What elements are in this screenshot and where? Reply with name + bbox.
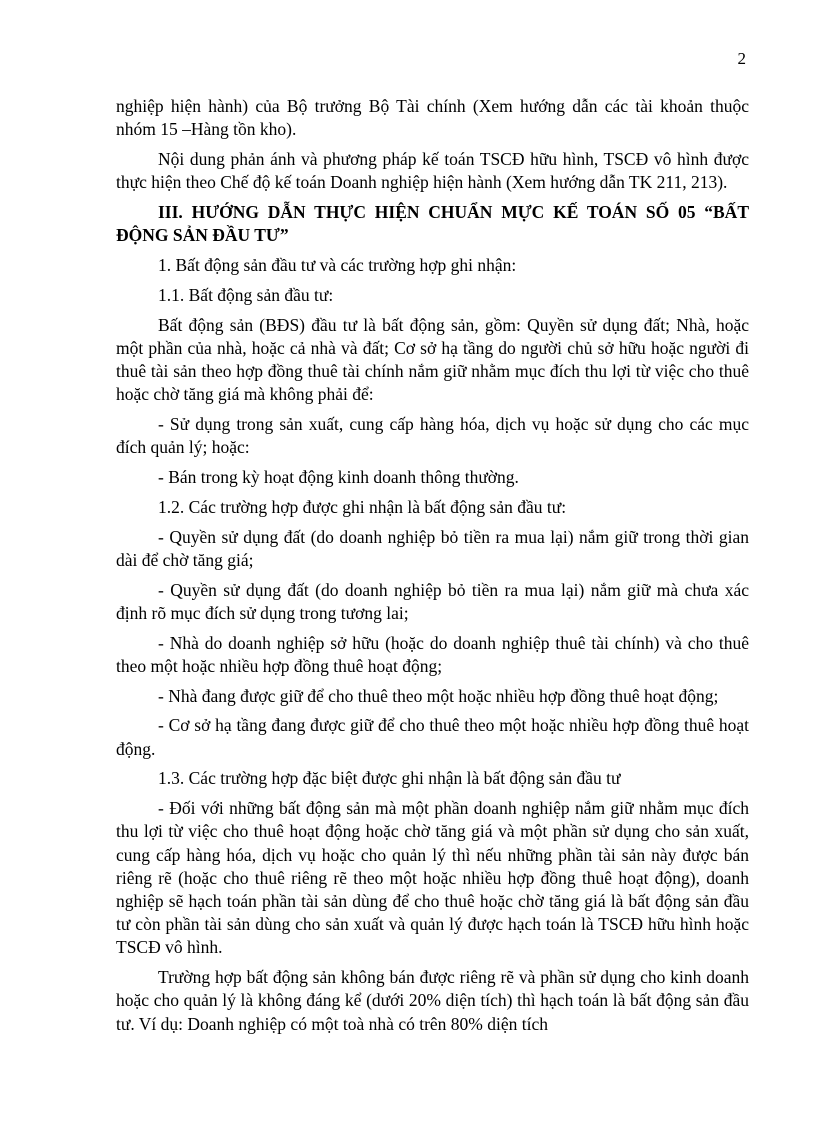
paragraph: - Quyền sử dụng đất (do doanh nghiệp bỏ tiền ra mua lại) nắm giữ mà chưa xác định rõ mục đích sử dụng trong tương lai; [116, 579, 749, 623]
paragraph: 1.1. Bất động sản đầu tư: [158, 284, 334, 305]
paragraph: - Sử dụng trong sản xuất, cung cấp hàng hóa, dịch vụ hoặc sử dụng cho các mục đích quản lý; hoặc: [116, 414, 749, 458]
paragraph: Nội dung phản ánh và phương pháp kế toán TSCĐ hữu hình, TSCĐ vô hình được thực hiện theo Chế độ kế toán Doanh nghiệp hiện hành (Xem hướng dẫn TK 211, 213). [116, 149, 749, 193]
paragraph: - Đối với những bất động sản mà một phần doanh nghiệp nắm giữ nhằm mục đích thu lợi từ việc cho thuê hoạt động hoặc chờ tăng giá và một phần sử dụng cho sản xuất, cung cấp hàng hóa, dịch vụ hoặc cho quản lý thì nếu những phần tài sản này được bán riêng rẽ (hoặc cho thuê riêng rẽ theo một hoặc nhiều hợp đồng thuê hoạt động), doanh nghiệp sẽ hạch toán phần tài sản dùng để cho thuê hoặc chờ tăng giá là bất động sản đầu tư còn phần tài sản dùng cho sản xuất và quản lý được hạch toán là TSCĐ hữu hình hoặc TSCĐ vô hình. [116, 798, 749, 958]
paragraph: - Quyền sử dụng đất (do doanh nghiệp bỏ tiền ra mua lại) nắm giữ trong thời gian dài để chờ tăng giá; [116, 526, 749, 570]
paragraph: - Cơ sở hạ tầng đang được giữ để cho thuê theo một hoặc nhiều hợp đồng thuê hoạt động. [116, 715, 749, 759]
page-number: 2 [737, 49, 746, 68]
paragraph: Bất động sản (BĐS) đầu tư là bất động sản, gồm: Quyền sử dụng đất; Nhà, hoặc một phần của nhà, hoặc cả nhà và đất; Cơ sở hạ tầng do người chủ sở hữu hoặc người đi thuê tài sản theo hợp đồng thuê tài chính nắm giữ nhằm mục đích thu lợi từ việc cho thuê hoặc chờ tăng giá mà không phải để: [116, 314, 749, 405]
paragraph: nghiệp hiện hành) của Bộ trưởng Bộ Tài chính (Xem hướng dẫn các tài khoản thuộc nhóm 15 –Hàng tồn kho). [116, 96, 749, 140]
paragraph: - Bán trong kỳ hoạt động kinh doanh thông thường. [158, 467, 519, 487]
section-heading: III. HƯỚNG DẪN THỰC HIỆN CHUẨN MỰC KẾ TOÁN SỐ 05 “BẤT ĐỘNG SẢN ĐẦU TƯ” [116, 202, 749, 246]
paragraph: 1.3. Các trường hợp đặc biệt được ghi nhận là bất động sản đầu tư [158, 768, 621, 789]
paragraph: Trường hợp bất động sản không bán được riêng rẽ và phần sử dụng cho kinh doanh hoặc cho quản lý là không đáng kể (dưới 20% diện tích) thì hạch toán là bất động sản đầu tư. Ví dụ: Doanh nghiệp có một toà nhà có trên 80% diện tích [116, 967, 749, 1034]
paragraph: 1.2. Các trường hợp được ghi nhận là bất động sản đầu tư: [158, 496, 567, 517]
paragraph: 1. Bất động sản đầu tư và các trường hợp ghi nhận: [158, 255, 517, 275]
document-body [116, 95, 749, 1042]
paragraph: - Nhà đang được giữ để cho thuê theo một hoặc nhiều hợp đồng thuê hoạt động; [158, 685, 719, 706]
paragraph: - Nhà do doanh nghiệp sở hữu (hoặc do doanh nghiệp thuê tài chính) và cho thuê theo một hoặc nhiều hợp đồng thuê hoạt động; [116, 632, 749, 676]
